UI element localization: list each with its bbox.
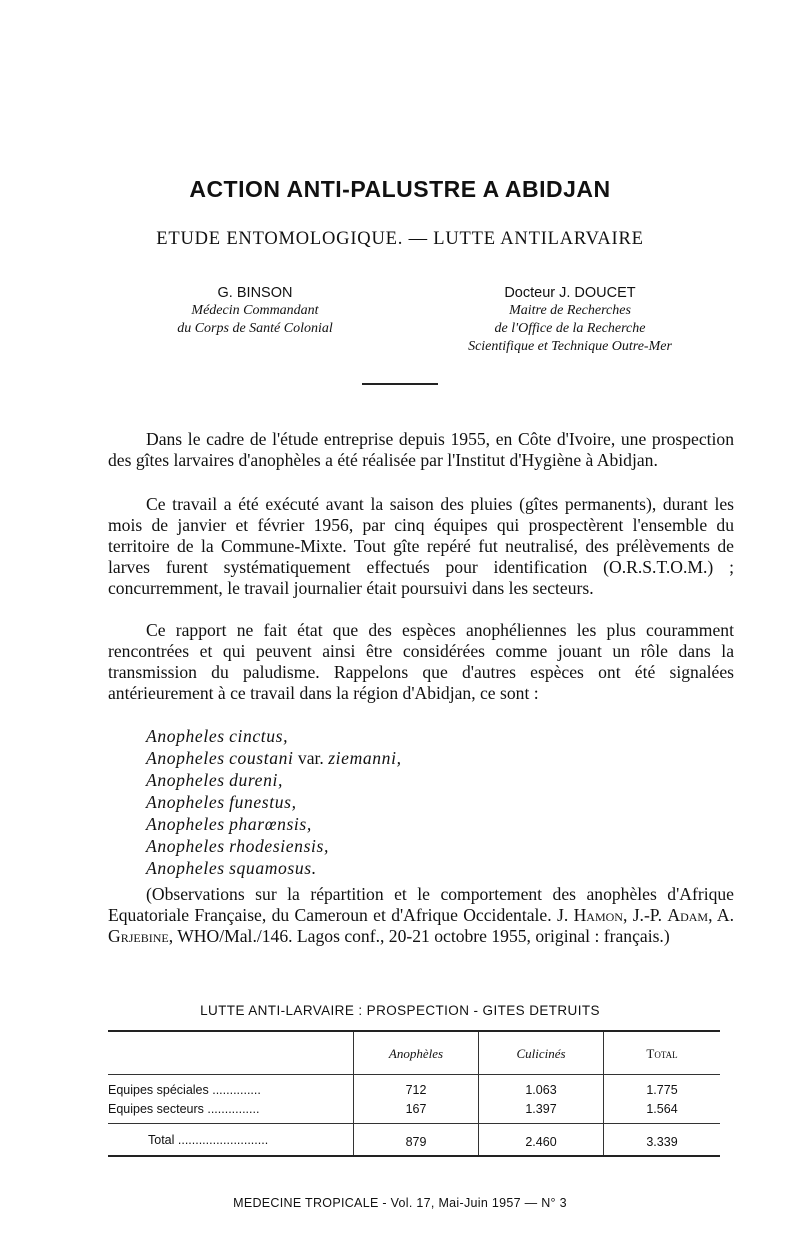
author-role: Médecin Commandant — [191, 303, 319, 318]
list-item: Anopheles cinctus, — [146, 726, 289, 746]
list-item: Anopheles coustani var. ziemanni, — [146, 748, 402, 768]
paragraph-3 — [108, 620, 734, 711]
table-rule-top — [108, 1030, 720, 1032]
list-item: Anopheles squamosus. — [146, 858, 317, 878]
author-role: du Corps de Santé Colonial — [177, 321, 333, 336]
paragraph-text: Dans le cadre de l'étude entreprise depuis 1955, en Côte d'Ivoire, une prospection des gîtes larvaires d'anophèles a été réalisée par l'Institut d'Hygiène à Abidjan. — [108, 429, 734, 470]
article-title: ACTION ANTI-PALUSTRE A ABIDJAN — [189, 176, 611, 202]
journal-footer: MEDECINE TROPICALE - Vol. 17, Mai-Juin 1957 — N° 3 — [233, 1196, 567, 1210]
table-cell: 712 — [405, 1083, 427, 1097]
author-role: Scientifique et Technique Outre-Mer — [468, 339, 672, 354]
author-role: de l'Office de la Recherche — [494, 321, 646, 336]
observation-citation: (Observations sur la répartition et le comportement des anophèles d'Afrique Equatoriale Française, du Cameroun et d'Afrique Occidentale. J. Hamon, J.-P. Adam, A. Grjebine, WHO/Mal./146. Lagos conf., 20-21 octobre 1955, original : français.) — [108, 884, 734, 946]
table-cell: 2.460 — [525, 1135, 557, 1149]
table-cell: 1.063 — [525, 1083, 557, 1097]
paragraph-2 — [108, 494, 734, 606]
row-label: Equipes secteurs ............... — [108, 1102, 260, 1116]
table-title: LUTTE ANTI-LARVAIRE : PROSPECTION - GITES DETRUITS — [200, 1003, 600, 1018]
table-cell: 879 — [405, 1135, 427, 1149]
paragraph-text: Ce rapport ne fait état que des espèces anophéliennes les plus couramment rencontrées et qui peuvent ainsi être considérées comme jouant un rôle dans la transmission du paludisme. Rappelons que d'autres espèces ont été signalées antérieurement à ce travail dans la région d'Abidjan, ce sont : — [108, 620, 734, 703]
column-header: Anophèles — [388, 1046, 444, 1061]
list-item: Anopheles pharœnsis, — [146, 814, 312, 834]
author-name: Docteur J. DOUCET — [504, 285, 636, 301]
list-item: Anopheles funestus, — [146, 792, 297, 812]
author-block-binson — [120, 284, 390, 338]
table-rule-total — [108, 1123, 720, 1124]
column-header: Total — [646, 1046, 678, 1061]
table-cell: 1.397 — [525, 1102, 557, 1116]
table-cell: 167 — [405, 1102, 427, 1116]
table-cell: 3.339 — [646, 1135, 678, 1149]
total-label: Total .......................... — [148, 1133, 269, 1147]
row-label: Equipes spéciales .............. — [108, 1083, 261, 1097]
list-item: Anopheles rhodesiensis, — [146, 836, 329, 856]
table-rule-header — [108, 1074, 720, 1075]
data-table — [108, 1030, 720, 1158]
column-header: Culicinés — [516, 1046, 566, 1061]
table-cell: 1.775 — [646, 1083, 678, 1097]
paragraph-1 — [108, 429, 734, 478]
separator-rule — [362, 383, 438, 385]
author-block-doucet — [420, 284, 720, 356]
paragraph-text: Ce travail a été exécuté avant la saison des pluies (gîtes permanents), durant les mois de janvier et février 1956, par cinq équipes qui prospectèrent l'ensemble du territoire de la Commune-Mixte. Tout gîte repéré fut neutralisé, des prélèvements de larves furent systématiquement effectués pour identification (O.R.S.T.O.M.) ; concurremment, le travail journalier était poursuivi dans les secteurs. — [108, 494, 734, 598]
author-role: Maitre de Recherches — [509, 303, 631, 318]
list-item: Anopheles dureni, — [146, 770, 283, 790]
table-rule-bottom — [108, 1155, 720, 1157]
table-cell: 1.564 — [646, 1102, 678, 1116]
author-name: G. BINSON — [217, 285, 293, 301]
article-subtitle: ETUDE ENTOMOLOGIQUE. — LUTTE ANTILARVAIRE — [156, 229, 644, 249]
species-list — [146, 725, 402, 879]
